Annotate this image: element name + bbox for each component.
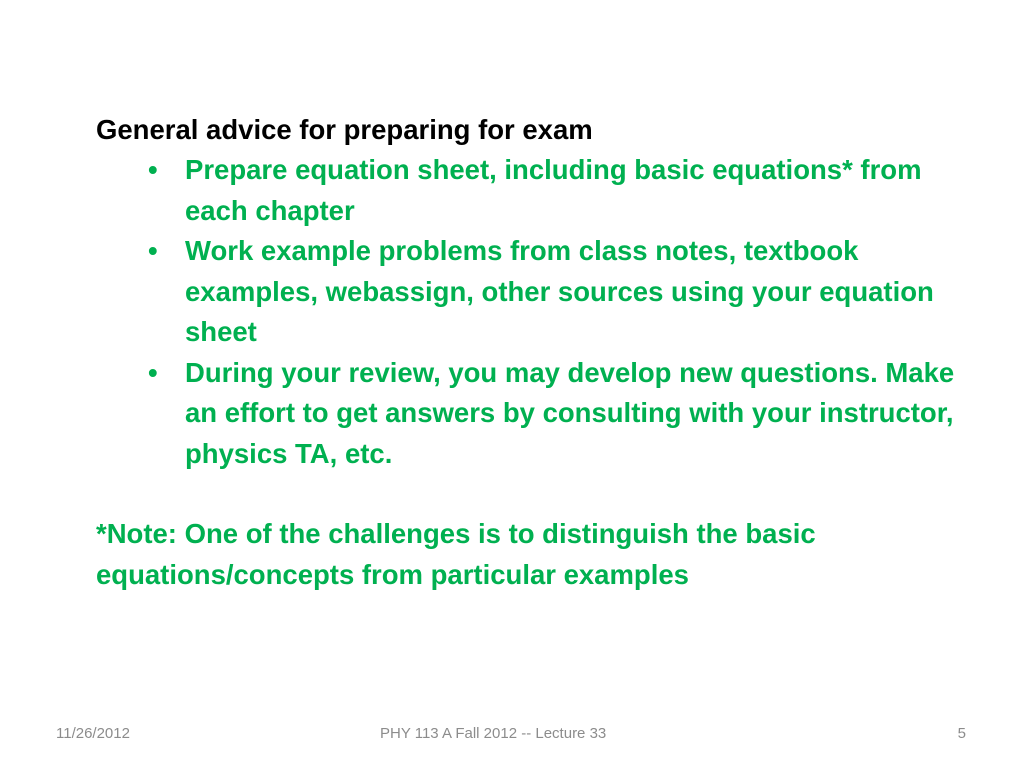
bullet-item (96, 353, 976, 475)
slide-content (96, 110, 976, 623)
page-number: 5 (957, 725, 966, 742)
bullet-item (96, 150, 976, 231)
footer-title: PHY 113 A Fall 2012 -- Lecture 33 (380, 725, 607, 742)
bullet-marker: • (148, 356, 158, 388)
footnote-text: *Note: One of the challenges is to distinguish the basic equations/concepts from particular examples (96, 518, 816, 590)
bullet-text: Work example problems from class notes, textbook examples, webassign, other sources using your equation sheet (185, 235, 934, 347)
slide-heading: General advice for preparing for exam (96, 114, 593, 145)
bullet-marker: • (148, 235, 158, 266)
bullet-list (96, 150, 976, 474)
bullet-marker: • (148, 154, 158, 185)
bullet-item (96, 231, 976, 353)
footer-date: 11/26/2012 (56, 725, 130, 742)
bullet-text: Prepare equation sheet, including basic equations* from each chapter (185, 154, 922, 226)
bullet-text: During your review, you may develop new questions. Make an effort to get answers by consulting with your instructor, physics TA, etc. (185, 356, 955, 469)
